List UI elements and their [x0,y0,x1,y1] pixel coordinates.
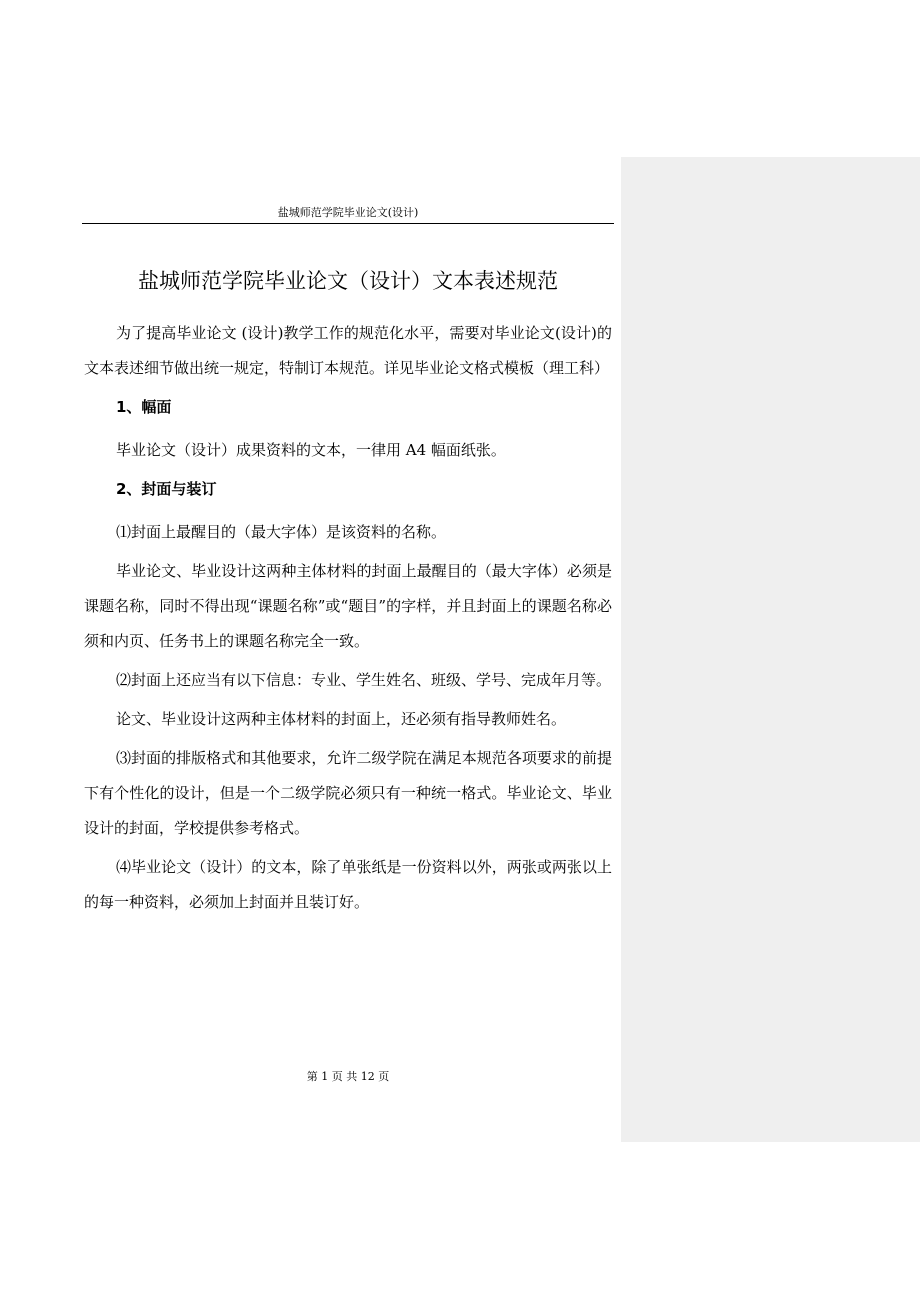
section-heading-1: 1、幅面 [116,398,172,416]
paragraph: ⑴封面上最醒目的（最大字体）是该资料的名称。 [116,523,447,541]
running-header: 盐城师范学院毕业论文(设计) [277,206,419,219]
paragraph: ⑵封面上还应当有以下信息：专业、学生姓名、班级、学号、完成年月等。 [116,671,612,689]
paragraph: ⑷毕业论文（设计）的文本，除了单张纸是一份资料以外，两张或两张以上的每一种资料，必须加上封面并且装订好。 [84,858,612,911]
intro-paragraph: 为了提高毕业论文 (设计)教学工作的规范化水平，需要对毕业论文(设计)的文本表述细节做出统一规定，特制订本规范。详见毕业论文格式模板（理工科） [84,324,612,377]
header-divider [82,223,614,224]
paragraph: 论文、毕业设计这两种主体材料的封面上，还必须有指导教师姓名。 [116,710,567,728]
paragraph: 毕业论文（设计）成果资料的文本，一律用 A4 幅面纸张。 [116,441,506,459]
page-footer: 第 1 页 共 12 页 [306,1070,390,1083]
document-title: 盐城师范学院毕业论文（设计）文本表述规范 [138,269,558,293]
comment-pane [621,157,920,1142]
paragraph: ⑶封面的排版格式和其他要求，允许二级学院在满足本规范各项要求的前提下有个性化的设计，但是一个二级学院必须只有一种统一格式。毕业论文、毕业设计的封面，学校提供参考格式。 [84,749,612,837]
document-body [84,316,612,924]
paragraph: 毕业论文、毕业设计这两种主体材料的封面上最醒目的（最大字体）必须是课题名称，同时不得出现“课题名称”或“题目”的字样，并且封面上的课题名称必须和内页、任务书上的课题名称完全一致。 [84,562,612,650]
section-heading-2: 2、封面与装订 [116,480,217,498]
